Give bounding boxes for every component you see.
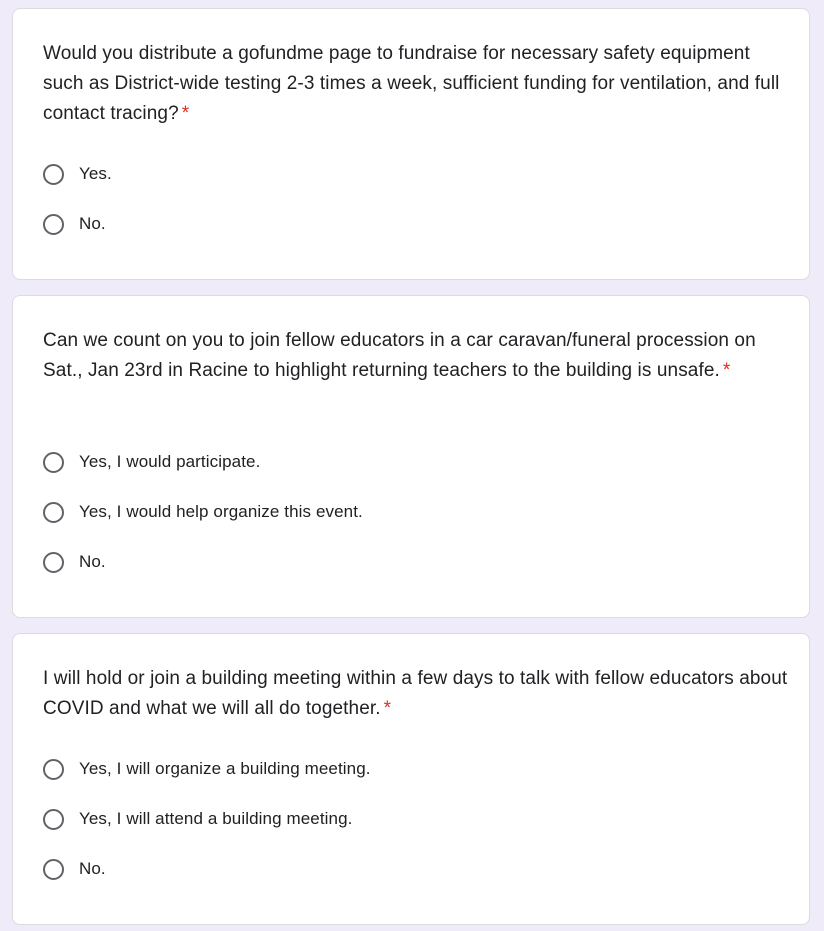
option-label: Yes, I would help organize this event. [79, 502, 363, 521]
option-help-organize[interactable] [43, 497, 363, 527]
radio-unchecked-icon[interactable] [43, 809, 64, 830]
question-text: Can we count on you to join fellow educators in a car caravan/funeral procession on Sat., Jan 23rd in Racine to highlight returning teachers to the building is unsafe. [43, 330, 756, 381]
option-yes[interactable] [43, 159, 112, 189]
option-organize-meeting[interactable] [43, 754, 371, 784]
option-participate[interactable] [43, 447, 260, 477]
radio-unchecked-icon[interactable] [43, 214, 64, 235]
option-label: No. [79, 552, 106, 571]
radio-unchecked-icon[interactable] [43, 502, 64, 523]
question-text: I will hold or join a building meeting within a few days to talk with fellow educators about COVID and what we will all do together. [43, 668, 788, 719]
question-title [43, 39, 788, 129]
option-label: Yes, I will organize a building meeting. [79, 759, 371, 778]
required-asterisk: * [383, 698, 392, 719]
option-label: Yes, I would participate. [79, 452, 261, 471]
option-label: Yes, I will attend a building meeting. [79, 809, 353, 828]
option-attend-meeting[interactable] [43, 804, 352, 834]
radio-unchecked-icon[interactable] [43, 452, 64, 473]
option-label: No. [79, 214, 106, 233]
option-no[interactable] [43, 209, 106, 239]
radio-unchecked-icon[interactable] [43, 859, 64, 880]
radio-unchecked-icon[interactable] [43, 552, 64, 573]
question-card-3 [12, 633, 810, 925]
option-label: Yes. [79, 164, 112, 183]
required-asterisk: * [722, 360, 731, 381]
question-title [43, 326, 788, 386]
option-no[interactable] [43, 547, 106, 577]
option-label: No. [79, 859, 106, 878]
question-card-2 [12, 295, 810, 618]
radio-unchecked-icon[interactable] [43, 759, 64, 780]
radio-unchecked-icon[interactable] [43, 164, 64, 185]
question-text: Would you distribute a gofundme page to fundraise for necessary safety equipment such as District-wide testing 2-3 times a week, sufficient funding for ventilation, and full contact tracing? [43, 43, 780, 124]
question-card-1 [12, 8, 810, 280]
option-no[interactable] [43, 854, 106, 884]
question-title [43, 664, 788, 724]
required-asterisk: * [181, 103, 190, 124]
